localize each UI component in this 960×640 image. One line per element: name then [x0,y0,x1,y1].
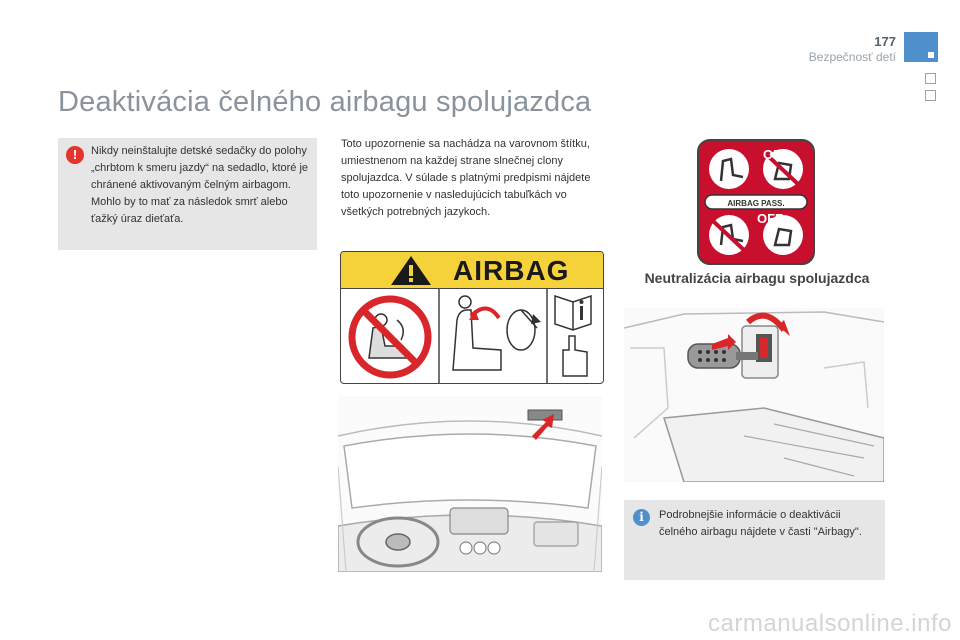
read-manual-icon [555,296,591,376]
page-title: Deaktivácia čelného airbagu spolujazdca [58,86,592,118]
key-switch-illustration [624,308,884,482]
section-tab-active[interactable] [904,32,938,62]
airbag-deploy-icon [453,296,541,370]
page-number: 177 [874,34,896,49]
section-tab[interactable] [925,90,936,101]
warning-text: Nikdy neinštalujte detské sedačky do polohy „chrbtom k smeru jazdy“ na sedadlo, ktoré je chránené aktivovaným čelným airbagom. Mohlo by to mať za následok smrť alebo ťažký úraz dieťaťa. [91,145,309,225]
airbag-label-title: AIRBAG [453,255,570,286]
no-rear-facing-seat-icon [352,299,428,375]
exclamation-icon: ! [66,146,84,164]
watermark: carmanualsonline.info [708,610,952,637]
switch-off-label: OFF [757,211,783,226]
body-paragraph: Toto upozornenie sa nachádza na varovnom štítku, umiestnenom na každej strane slnečnej clony spolujazdca. V súlade s platnými predpismi nájdete toto upozornenie v nasledujúcich tabuľkách vo všetkých potrebných jazykoch. [341,138,591,218]
airbag-label-header [341,252,603,289]
switch-airbag-pass-label: AIRBAG PASS. [727,199,785,208]
switch-on-label: ON [763,147,783,162]
figure-caption: Neutralizácia airbagu spolujazdca [644,270,870,286]
airbag-label-pictograms [341,288,603,383]
section-tab[interactable] [925,73,936,84]
info-icon: i [633,509,650,526]
dashboard-illustration [338,396,602,572]
warning-triangle-icon [381,252,441,288]
info-text: Podrobnejšie informácie o deaktivácii čelného airbagu nájdete v časti "Airbagy". [659,509,862,538]
section-name: Bezpečnosť detí [808,50,896,64]
airbag-switch-label [697,139,815,265]
airbag-warning-label [340,251,604,384]
